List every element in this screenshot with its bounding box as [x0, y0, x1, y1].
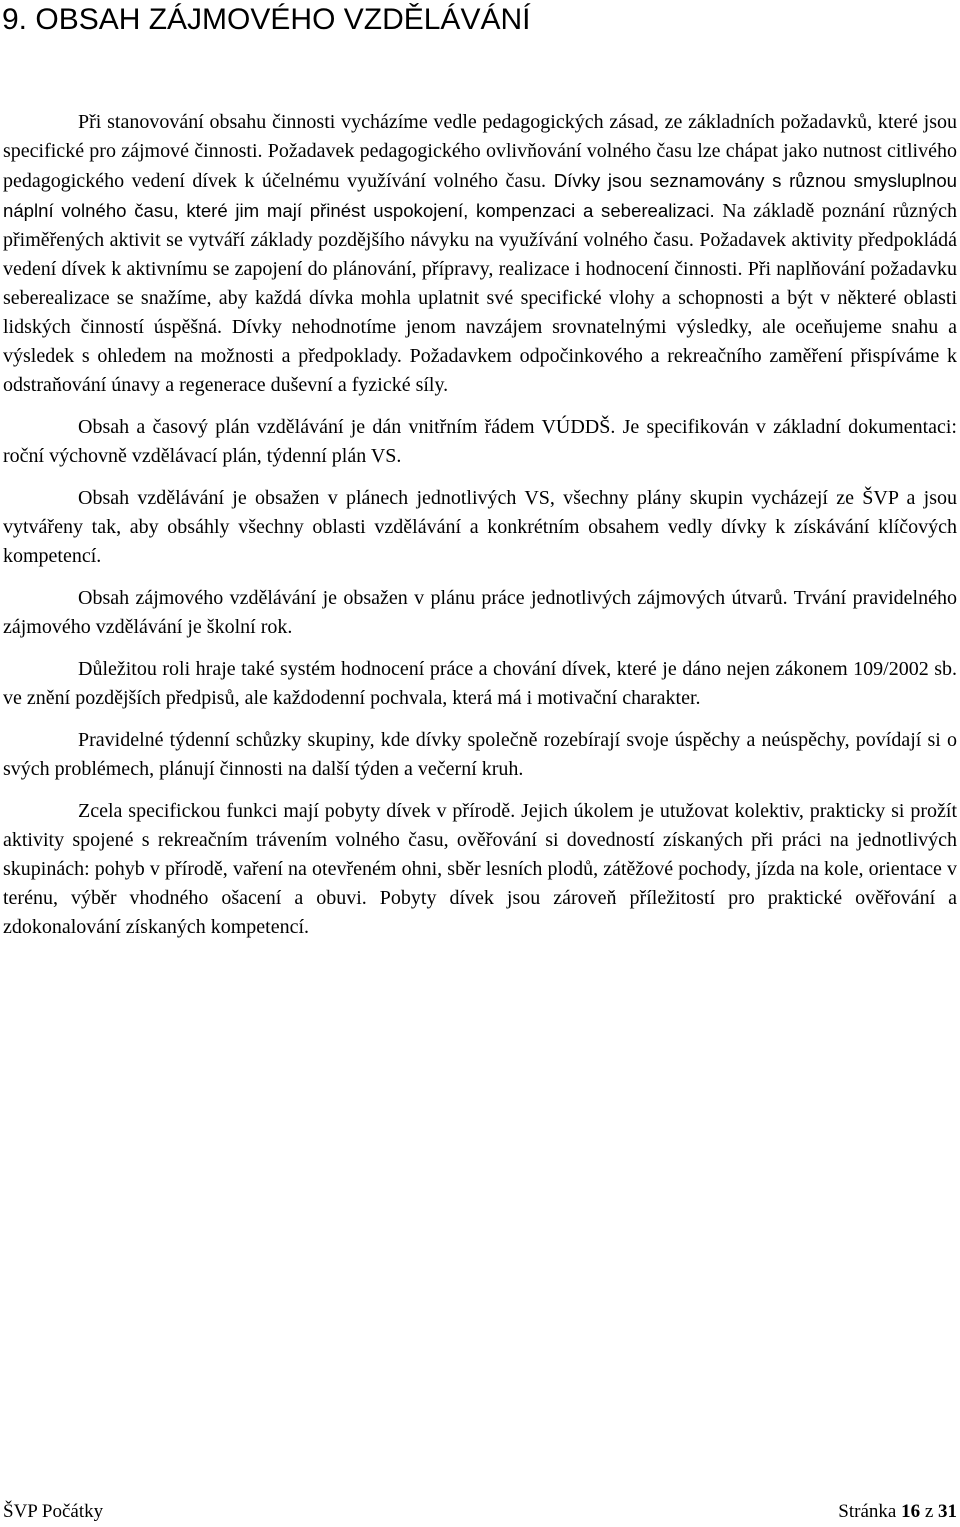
paragraph-1-part-sans: Dívky jsou seznamovány s různou smysluplnou náplní volného času, které jim mají přinést uspokojení, kompenzaci a seberealizaci. [3, 170, 958, 221]
paragraph-1-part-b: Požadavek pedagogického ovlivňování volného času lze chápat jako nutnost citlivého pedagogického vedení dívek k účelnému využívání volného času. [3, 140, 957, 192]
paragraph-1 [3, 108, 957, 400]
paragraph-7: Zcela specifickou funkci mají pobyty dívek v přírodě. Jejich úkolem je utužovat kolektiv, prakticky si prožít aktivity spojené s rekreačním trávením volného času, ověřování si dovedností získaných při práci na jednotlivých skupinách: pohyb v přírodě, vaření na otevřeném ohni, sběr lesních plodů, zátěžové pochody, jízda na kole, orientace v terénu, výběr vhodného ošacení a obuvi. Pobyty dívek jsou zároveň příležitostí pro praktické ověřování a zdokonalování získaných kompetencí. [3, 800, 957, 938]
paragraph-2: Obsah a časový plán vzdělávání je dán vnitřním řádem VÚDDŠ. Je specifikován v základní dokumentaci: roční výchovně vzdělávací plán, týdenní plán VS. [3, 416, 957, 467]
footer-document-name: ŠVP Počátky [3, 1501, 104, 1522]
footer-page-prefix: Stránka [838, 1501, 897, 1522]
page-footer [3, 1500, 957, 1524]
page-heading: 9. OBSAH ZÁJMOVÉHO VZDĚLÁVÁNÍ [2, 3, 531, 36]
paragraph-1-part-a: Při stanovování obsahu činnosti vycházíme vedle pedagogických zásad, ze základních požadavků, které jsou specifické pro zájmové činnosti. [3, 111, 957, 162]
footer-page-separator: z [924, 1501, 934, 1522]
paragraph-6: Pravidelné týdenní schůzky skupiny, kde dívky společně rozebírají svoje úspěchy a neúspěchy, povídají si o svých problémech, plánují činnosti na další týden a večerní kruh. [3, 729, 957, 780]
footer-page-number [838, 1500, 957, 1524]
paragraph-4: Obsah zájmového vzdělávání je obsažen v plánu práce jednotlivých zájmových útvarů. Trvání pravidelného zájmového vzdělávání je školní rok. [3, 587, 957, 638]
document-body [3, 108, 957, 942]
paragraph-3: Obsah vzdělávání je obsažen v plánech jednotlivých VS, všechny plány skupin vycházejí ze ŠVP a jsou vytvářeny tak, aby obsáhly všechny oblasti vzdělávání a konkrétním obsahem vedly dívky k získávání klíčových kompetencí. [3, 487, 957, 567]
footer-page-total: 31 [938, 1501, 957, 1522]
footer-page-current: 16 [901, 1501, 921, 1522]
paragraph-5: Důležitou roli hraje také systém hodnocení práce a chování dívek, které je dáno nejen zákonem 109/2002 sb. ve znění pozdějších předpisů, ale každodenní pochvala, která má i motivační charakter. [3, 658, 957, 709]
paragraph-1-part-c: Na základě poznání různých přiměřených aktivit se vytváří základy pozdějšího návyku na využívání volného času. Požadavek aktivity předpokládá vedení dívek k aktivnímu se zapojení do plánování, přípravy, realizace i hodnocení činnosti. Při naplňování požadavku seberealizace se snažíme, aby každá dívka mohla uplatnit své specifické vlohy a schopnosti a být v některé oblasti lidských činností úspěšná. Dívky nehodnotíme jenom navzájem srovnatelnými výsledky, ale oceňujeme snahu a výsledek s ohledem na možnosti a předpoklady. Požadavkem odpočinkového a rekreačního zaměření přispíváme k odstraňování únavy a regenerace duševní a fyzické síly. [3, 200, 958, 396]
